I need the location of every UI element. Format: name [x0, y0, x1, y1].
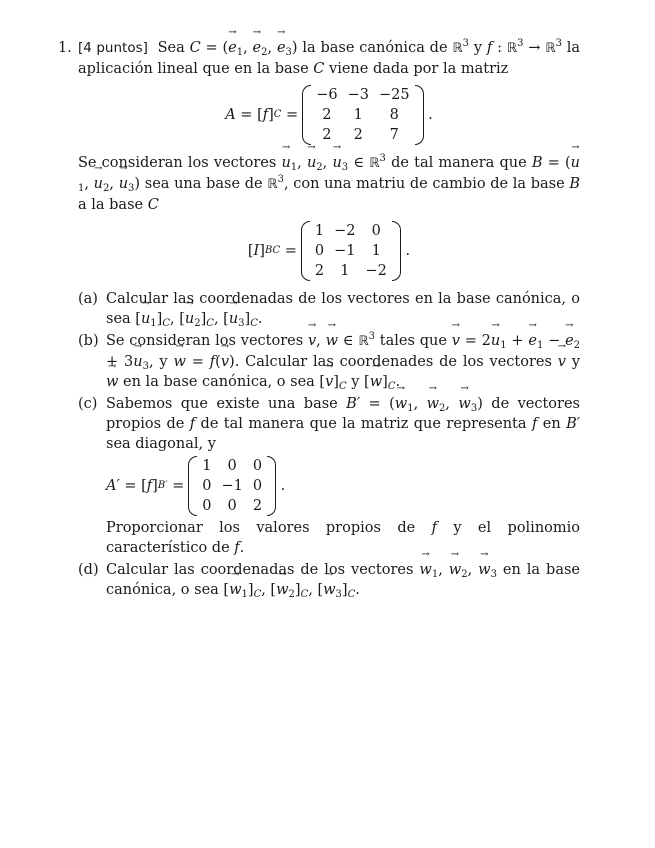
matrix-cell: −2 [334, 223, 356, 239]
item-a-text: Calcular las coordenadas de los vectores en la base canónica, o sea [106, 291, 580, 327]
matrix-cell: 0 [314, 243, 325, 259]
matrix-cell: 1 [314, 223, 325, 239]
item-label: (c) [78, 396, 98, 412]
matrix-cell: 0 [202, 478, 212, 494]
para2-text-4: , con una matriu de cambio de la base [283, 176, 565, 192]
item-b-text-2: tales que [379, 333, 447, 349]
matrix-I-display: [ I ] BC = 1 −2 0 0 −1 1 2 1 −2 . [247, 223, 411, 279]
matrix-cell: 7 [389, 127, 399, 143]
item-b-text-6: en la base canónica, o sea [123, 374, 315, 390]
item-d-text-2: en la base canónica, o sea [106, 562, 580, 598]
matrix-cell: 0 [202, 498, 212, 514]
matrix-cell: 2 [353, 127, 363, 143]
intro-text-2: la base canónica de [302, 40, 448, 56]
matrix-Ap-display: A′ = [ f ] B′ = 1 0 0 0 −1 0 0 0 2 . [106, 458, 286, 514]
para2-text-2: de tal manera que [391, 155, 527, 171]
matrix-cell: 2 [322, 127, 332, 143]
intro-text-5: aplicación lineal que en la base [78, 61, 309, 77]
matrix-A [302, 85, 423, 145]
problem-1 [58, 38, 580, 602]
item-b: (b) Se consideran los vectores → v, → w ∈ ℝ$^3$ tales que → $v = 2\to u_1$ + → $e_1$ − → $e_2 + 3\to u_3$, y → w = f(→ v). Calcular las coordenades de los vectores → v y → w en la base canónica, o sea [→ $v]_C$ y [→ $w]_C$. [78, 331, 580, 392]
matrix-cell: 2 [314, 263, 325, 279]
matrix-cell: −25 [378, 87, 410, 103]
intro-text-4: la [566, 40, 581, 56]
matrix-cell: 2 [322, 107, 332, 123]
intro-text-3: y [473, 40, 483, 56]
matrix-I [301, 221, 401, 281]
matrix-Ap [188, 456, 276, 516]
matrix-cell: −1 [334, 243, 356, 259]
problem-intro: [4 puntos] Sea C = (→ $e_1$, → $e_2$, → $e_3$) la base canónica de ℝ$^3$ y f : ℝ$^3$ → ℝ$^3$ la aplicación lineal que en la base C viene dada por la matriz A = [ f ] C = −6 −3 −25 2 1 8 2 2 7 . Se consideran los vectores → $u_1$, → $u_2$, → $u_3$ ∈ ℝ$^3$ de tal manera que B = (→ $u_1$, → $u_2$, → $u_3$) sea una base de ℝ$^3$, con una matriu de cambio de la base B a la base C [ I ] BC = 1 −2 0 0 −1 1 2 1 −2 . [78, 38, 580, 281]
matrix-cell: 1 [353, 107, 363, 123]
para2-text-5: a la base [78, 197, 144, 213]
matrix-cell: 0 [227, 498, 237, 514]
item-b-text-3: y [159, 354, 168, 370]
matrix-cell: 0 [252, 478, 263, 494]
matrix-cell: −1 [221, 478, 243, 494]
matrix-cell: −6 [316, 87, 338, 103]
para2-text-3: sea una base de [144, 176, 263, 192]
item-d-text: Calcular las coordenadas de los vectores [106, 562, 414, 578]
matrix-cell: 0 [227, 458, 237, 474]
item-label: (d) [78, 562, 99, 578]
points-label: [4 puntos] [78, 40, 148, 56]
matrix-cell: 0 [252, 458, 263, 474]
matrix-cell: 0 [371, 223, 381, 239]
matrix-cell: −3 [347, 87, 369, 103]
matrix-cell: 8 [389, 107, 399, 123]
subquestions [78, 289, 580, 600]
item-c-text-6: Proporcionar los valores propios de [106, 520, 416, 536]
item-c-text-2: de vectores propios de [106, 396, 580, 432]
item-label: (b) [78, 333, 99, 349]
para2-text: Se consideran los vectores [78, 155, 277, 171]
matrix-cell: 2 [252, 498, 263, 514]
matrix-cell: 1 [371, 243, 381, 259]
problem-number: 1. [58, 40, 72, 56]
item-c-text-7: y el polinomio característico de [106, 520, 581, 556]
item-c-text: Sabemos que existe una base [106, 396, 338, 412]
item-a: (a) Calcular las coordenadas de los vectores en la base canónica, o sea [→ $u_1]_C$, [→ $u_2]_C$, [→ $u_3]_C$. [78, 289, 580, 329]
matrix-cell: 1 [202, 458, 212, 474]
item-d: (d) Calcular las coordenadas de los vectores → $w_1$, → $w_2$, → $w_3$ en la base canónica, o sea [→ $w_1]_C$, [→ $w_2]_C$, [→ $w_3]_C$. [78, 560, 580, 600]
item-b-text-7: y [351, 374, 360, 390]
item-c: (c) Sabemos que existe una base B′ = (→ $w_1$, → $w_2$, → $w_3$) de vectores propios de f de tal manera que la matriz que representa f en B′ sea diagonal, y A′ = [ f ] B′ = 1 0 0 0 −1 0 0 0 2 . Proporcionar los valores propios de f y el polinomio característico de f. [78, 394, 580, 558]
matrix-A-display: A = [ f ] C = −6 −3 −25 2 1 8 2 2 7 . [225, 87, 433, 143]
item-b-text-4: . Calcular las coordenades de los vectores [234, 354, 552, 370]
matrix-cell: 1 [340, 263, 350, 279]
item-c-text-4: en [542, 416, 561, 432]
intro-text: Sea [157, 40, 185, 56]
item-label: (a) [78, 291, 98, 307]
item-c-text-5: sea diagonal, y [106, 436, 216, 452]
intro-text-6: viene dada por la matriz [329, 61, 509, 77]
item-b-text: Se consideran los vectores [106, 333, 304, 349]
item-c-text-3: de tal manera que la matriz que representa [200, 416, 527, 432]
matrix-cell: −2 [365, 263, 387, 279]
item-b-text-5: y [571, 354, 581, 370]
